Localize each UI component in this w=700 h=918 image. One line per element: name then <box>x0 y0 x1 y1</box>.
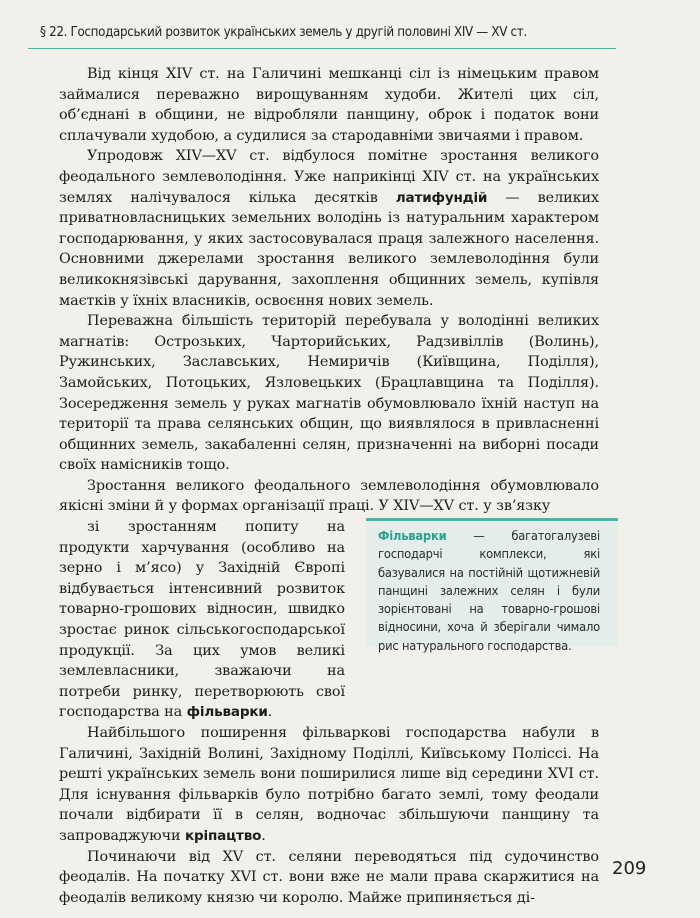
definition-body: — багатогалузеві господарчі комплекси, які базувалися на постійній щотижневій панщині залежних селян і були зорієнтовані на товарно-грошові відносини, хоча й зберігали чимало рис натурального господарства. <box>378 529 600 654</box>
header-rule <box>28 48 616 49</box>
paragraph-4-end: . <box>267 704 273 721</box>
paragraph-5-end: . <box>261 827 266 844</box>
page-number: 209 <box>612 858 647 879</box>
definition-text <box>378 528 600 656</box>
paragraph-5 <box>59 723 599 847</box>
paragraph-2 <box>59 146 599 311</box>
paragraph-5-text: Найбільшого поширення фільваркові господарства набули в Галичині, Західній Волині, Західному Поділлі, Київському Поліссі. На решті українських земель вони поширилися лише від середини XVI ст. Для існування фільварків було потрібно багато землі, тому феодали почали відбирати її в селян, водночас збільшуючи панщину та запроваджуючи <box>59 725 599 844</box>
definition-box <box>366 518 618 654</box>
running-header: § 22. Господарський розвиток українських земель у другій половині XIV — XV ст. <box>40 25 527 40</box>
paragraph-4-text: зі зростанням попиту на продукти харчування (особливо на зерно і м’ясо) у Західній Європі відбувається інтенсивний розвиток товарно-грошових відносин, швидко зростає ринок сільськогосподарської продукції. За цих умов великі землевласники, зважаючи на потреби ринку, перетворюють свої господарства на <box>59 519 345 721</box>
paragraph-1: Від кінця XIV ст. на Галичині мешканці сіл із німецьким правом займалися переважно вирощуванням худоби. Жителі цих сіл, об’єднані в общини, не відробляли панщину, оброк і податок вони сплачували худобою, а судилися за стародавніми звичаями і правом. <box>59 66 599 144</box>
definition-box-top-bar <box>366 518 618 521</box>
paragraph-6: Починаючи від XV ст. селяни переводяться під судочинство феодалів. На початку XVI ст. вони вже не мали права скаржитися на феодалів великому князю чи королю. Майже припиняється ді- <box>59 848 599 906</box>
paragraph-3: Переважна більшість територій перебувала у володінні великих магнатів: Острозьких, Чарторийських, Радзивіллів (Волинь), Ружинських, Заславських, Немиричів (Київщина, Поділля), Замойських, Потоцьких, Язловецьких (Брацлавщина та Поділля). Зосередження земель у руках магнатів обумовлювало їхній наступ на території та права селянських общин, що виявлялося в привласненні общинних земель, закабаленні селян, призначенні на виборні посади своїх намісників тощо. <box>59 313 599 474</box>
paragraph-2-text-a: Упродовж XIV—XV ст. відбулося помітне зростання великого феодального землеволодіння. Уже наприкінці XIV ст. на українських землях налічувалося кілька десятків <box>59 148 599 206</box>
paragraph-2-text-b: — великих приватновласницьких земельних володінь із натуральним характером господарювання, у яких застосовувалася праця залежного населення. Основними джерелами зростання великого землеволодіння були великокнязівські дарування, захоплення общинних земель, купівля маєтків у їхніх власників, освоєння нових земель. <box>59 189 600 309</box>
paragraph-4: Зростання великого феодального землеволодіння обумовлювало якісні зміни й у формах організації праці. У XIV—XV ст. у зв’язку <box>59 477 599 515</box>
term-latifundia: латифундій <box>395 189 488 206</box>
term-kripatstvo: кріпацтво <box>184 827 262 844</box>
paragraph-4-continued <box>59 517 345 723</box>
definition-term: Фільварки <box>378 529 447 544</box>
body-text <box>59 64 599 908</box>
term-filvarky: фільварки <box>186 704 268 721</box>
